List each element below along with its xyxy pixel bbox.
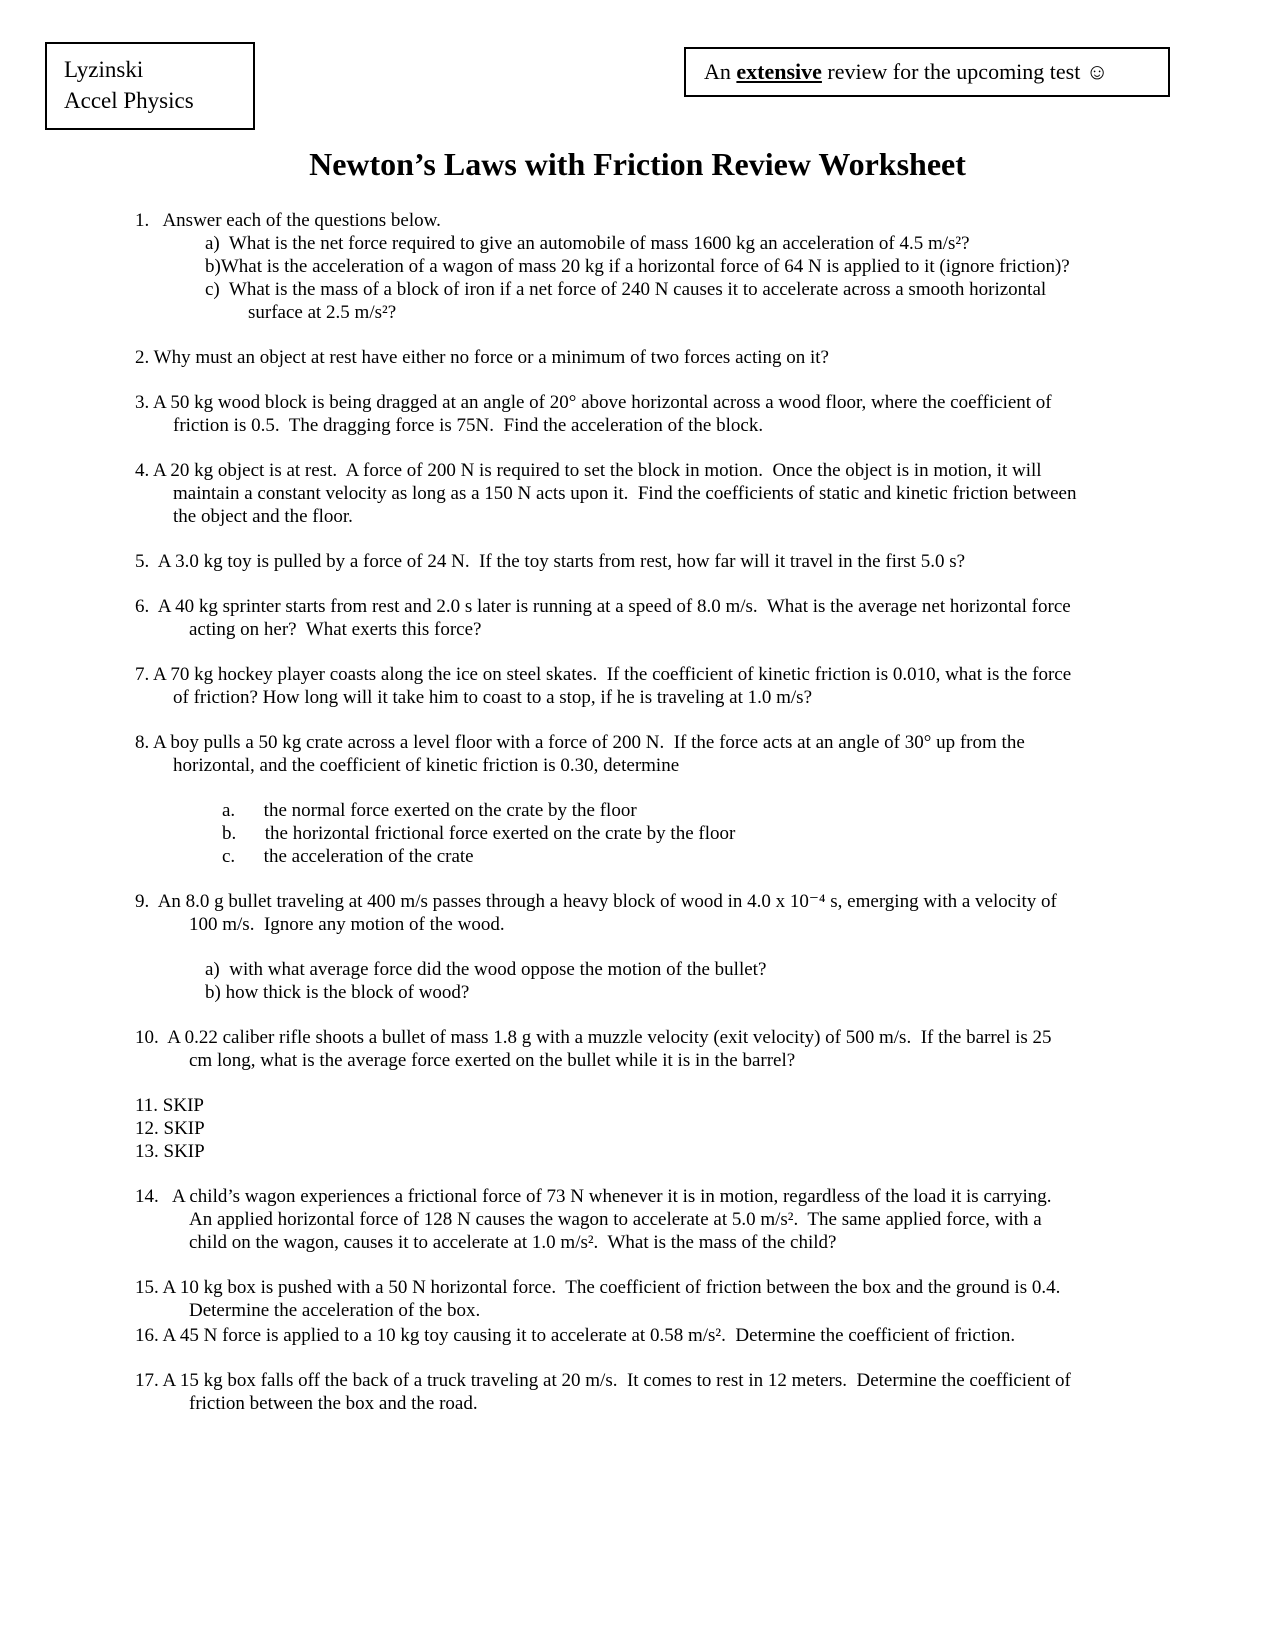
question-2 [0,346,1275,369]
question-line: the object and the floor. [173,506,353,527]
question-15 [0,1276,1275,1322]
question-line: friction is 0.5. The dragging force is 75N. Find the acceleration of the block. [173,415,764,436]
question-7 [0,663,1275,709]
question-line: acting on her? What exerts this force? [189,619,482,640]
question-line: 16. A 45 N force is applied to a 10 kg toy causing it to accelerate at 0.58 m/s². Determine the coefficient of friction. [135,1325,1016,1346]
question-line: 17. A 15 kg box falls off the back of a truck traveling at 20 m/s. It comes to rest in 12 meters. Determine the coefficient of [135,1370,1071,1391]
question-12 [0,1117,1275,1140]
question-5 [0,550,1275,573]
instructor-name: Lyzinski [64,57,144,82]
instructor-name-box [45,42,255,130]
question-line: 4. A 20 kg object is at rest. A force of 200 N is required to set the block in motion. Once the object is in motion, it will [135,460,1042,481]
question-line: 12. SKIP [135,1118,205,1139]
question-line: 5. A 3.0 kg toy is pulled by a force of 24 N. If the toy starts from rest, how far will it travel in the first 5.0 s? [135,551,966,572]
question-16 [0,1324,1275,1347]
question-line: 100 m/s. Ignore any motion of the wood. [189,914,505,935]
question-line: maintain a constant velocity as long as a 150 N acts upon it. Find the coefficients of static and kinetic friction between [173,483,1077,504]
question-line: 9. An 8.0 g bullet traveling at 400 m/s passes through a heavy block of wood in 4.0 x 10⁻⁴ s, emerging with a velocity of [135,891,1057,912]
question-line: 14. A child’s wagon experiences a frictional force of 73 N whenever it is in motion, regardless of the load it is carrying. [135,1186,1052,1207]
question-line: 13. SKIP [135,1141,205,1162]
question-11 [0,1094,1275,1117]
question-17 [0,1369,1275,1415]
question-line: 7. A 70 kg hockey player coasts along the ice on steel skates. If the coefficient of kinetic friction is 0.010, what is the force [135,664,1072,685]
question-6 [0,595,1275,641]
question-line: c) What is the mass of a block of iron if a net force of 240 N causes it to accelerate across a smooth horizontal [205,279,1047,300]
question-14 [0,1185,1275,1254]
question-line: horizontal, and the coefficient of kinetic friction is 0.30, determine [173,755,680,776]
question-line: 8. A boy pulls a 50 kg crate across a level floor with a force of 200 N. If the force acts at an angle of 30° up from the [135,732,1025,753]
question-line: friction between the box and the road. [189,1393,478,1414]
question-line: a. the normal force exerted on the crate by the floor [222,800,637,821]
header-row [0,0,1275,130]
question-3 [0,391,1275,437]
question-13 [0,1140,1275,1163]
banner-emphasis-text: extensive [736,59,822,84]
question-line: An applied horizontal force of 128 N causes the wagon to accelerate at 5.0 m/s². The same applied force, with a [189,1209,1042,1230]
course-name: Accel Physics [64,88,194,113]
question-10 [0,1026,1275,1072]
question-line: a) with what average force did the wood oppose the motion of the bullet? [205,959,767,980]
review-banner [684,47,1170,97]
page-title: Newton’s Laws with Friction Review Worksheet [309,146,966,182]
question-8-subparts [0,799,1275,868]
question-line: 10. A 0.22 caliber rifle shoots a bullet of mass 1.8 g with a muzzle velocity (exit velocity) of 500 m/s. If the barrel is 25 [135,1027,1052,1048]
question-line: b)What is the acceleration of a wagon of mass 20 kg if a horizontal force of 64 N is applied to it (ignore friction)? [205,256,1070,277]
banner-text-prefix: An [704,59,737,84]
question-line: cm long, what is the average force exerted on the bullet while it is in the barrel? [189,1050,796,1071]
question-line: a) What is the net force required to give an automobile of mass 1600 kg an acceleration of 4.5 m/s²? [205,233,970,254]
question-line: 2. Why must an object at rest have either no force or a minimum of two forces acting on it? [135,347,829,368]
question-line: surface at 2.5 m/s²? [248,302,397,323]
question-line: 3. A 50 kg wood block is being dragged at an angle of 20° above horizontal across a wood floor, where the coefficient of [135,392,1052,413]
question-line: 11. SKIP [135,1095,204,1116]
question-line: Determine the acceleration of the box. [189,1300,481,1321]
question-9-subparts [0,958,1275,1004]
question-4 [0,459,1275,528]
question-line: 1. Answer each of the questions below. [135,210,441,231]
question-line: 15. A 10 kg box is pushed with a 50 N horizontal force. The coefficient of friction between the box and the ground is 0.4. [135,1277,1061,1298]
smiley-icon: ☺ [1085,59,1109,84]
question-line: 6. A 40 kg sprinter starts from rest and 2.0 s later is running at a speed of 8.0 m/s. What is the average net horizontal force [135,596,1071,617]
question-line: b) how thick is the block of wood? [205,982,470,1003]
question-line: of friction? How long will it take him to coast to a stop, if he is traveling at 1.0 m/s? [173,687,813,708]
question-line: child on the wagon, causes it to accelerate at 1.0 m/s². What is the mass of the child? [189,1232,837,1253]
question-1 [0,209,1275,324]
banner-text-suffix: review for the upcoming test [821,59,1086,84]
question-line: c. the acceleration of the crate [222,846,474,867]
question-9 [0,890,1275,1004]
question-line: b. the horizontal frictional force exerted on the crate by the floor [222,823,736,844]
worksheet-body [0,209,1275,1415]
question-8 [0,731,1275,868]
